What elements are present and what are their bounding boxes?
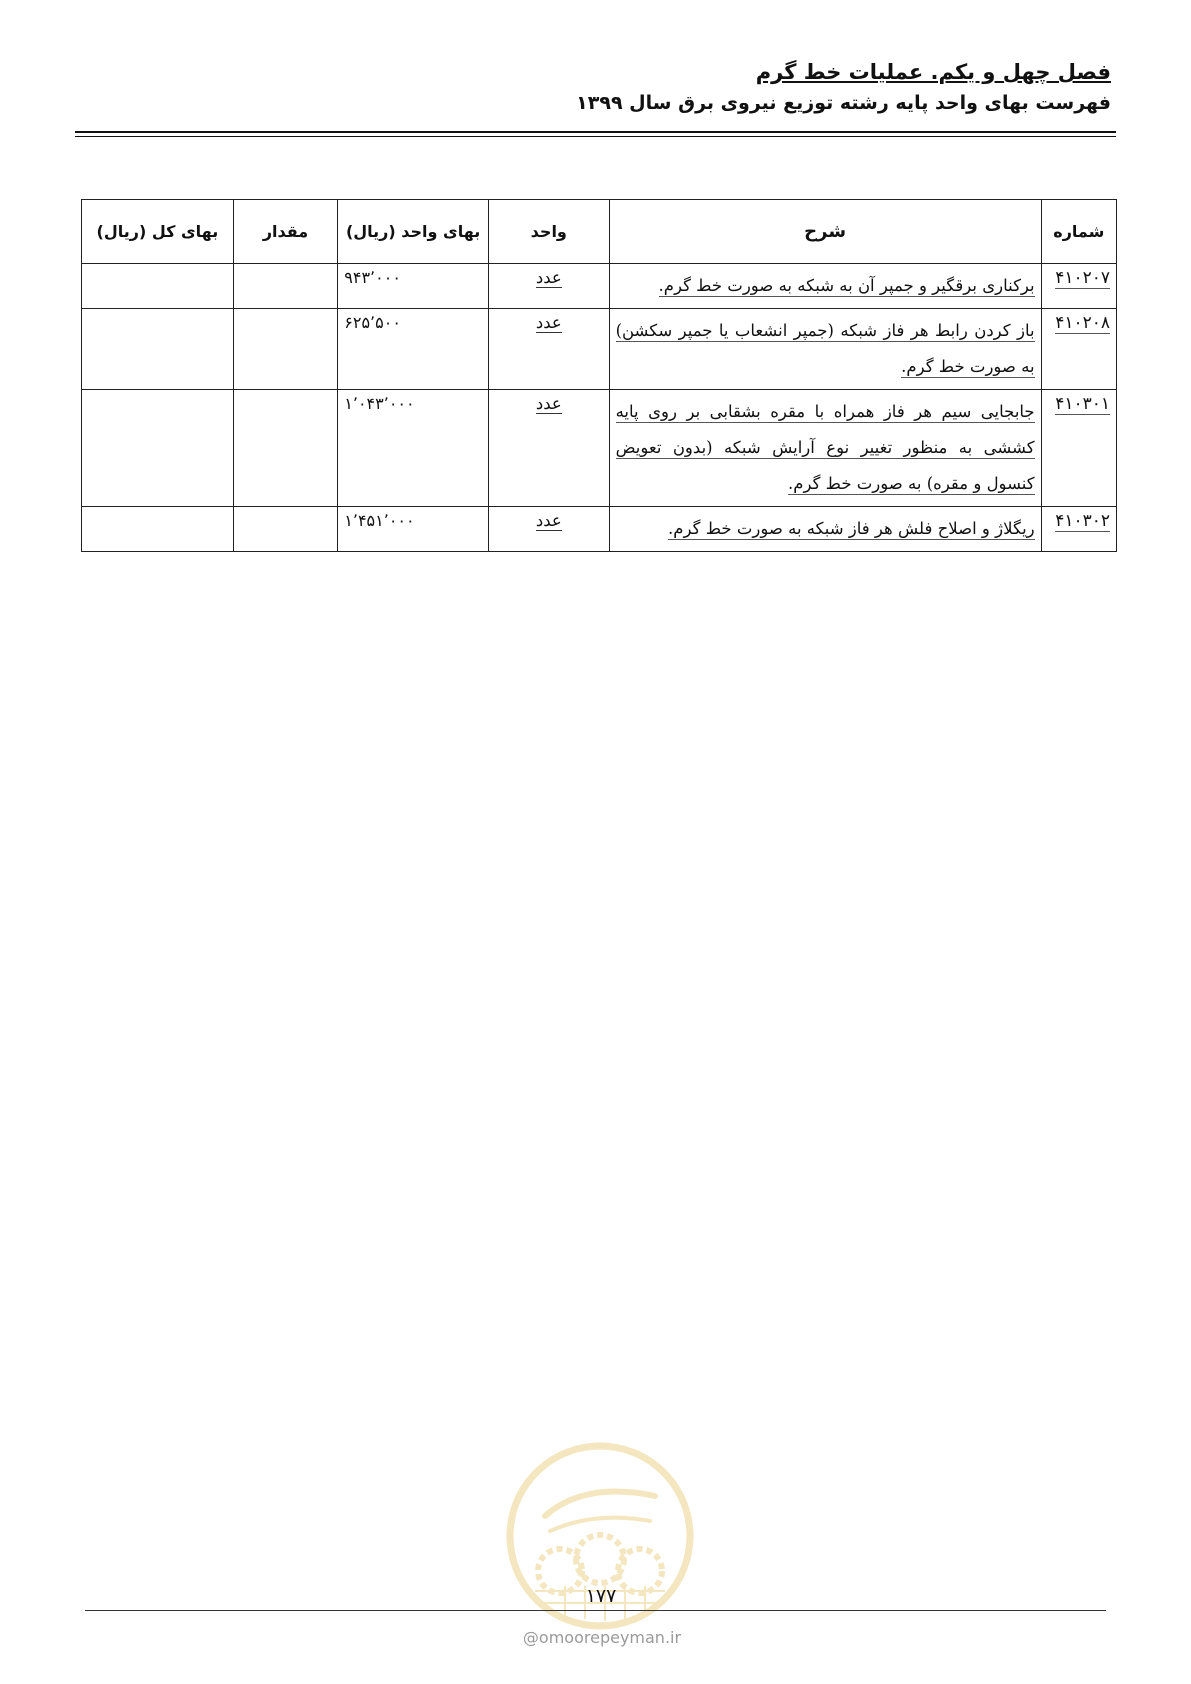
item-unit-price: ۹۴۳٬۰۰۰ [338, 264, 489, 309]
item-code: ۴۱۰۲۰۷ [1041, 264, 1116, 309]
item-unit-price: ۱٬۴۵۱٬۰۰۰ [338, 507, 489, 552]
item-unit-price: ۱٬۰۴۳٬۰۰۰ [338, 390, 489, 507]
item-total-price [82, 507, 234, 552]
table-header-row [82, 200, 1117, 264]
item-description: ریگلاژ و اصلاح فلش هر فاز شبکه به صورت خط گرم. [609, 507, 1041, 552]
item-unit-price: ۶۲۵٬۵۰۰ [338, 309, 489, 390]
price-list-table [81, 199, 1117, 552]
item-unit: عدد [488, 309, 609, 390]
column-header-quantity: مقدار [233, 200, 338, 264]
item-code: ۴۱۰۳۰۲ [1041, 507, 1116, 552]
item-code: ۴۱۰۳۰۱ [1041, 390, 1116, 507]
item-unit: عدد [488, 507, 609, 552]
item-total-price [82, 264, 234, 309]
header-rule-thin [75, 136, 1116, 137]
header-rule-thick [75, 131, 1116, 133]
table-row [82, 264, 1117, 309]
watermark-text: @omoorepeyman.ir [522, 1628, 682, 1647]
page-number: ۱۷۷ [585, 1585, 617, 1607]
footer-rule [85, 1610, 1106, 1611]
item-total-price [82, 390, 234, 507]
column-header-unit-price: بهای واحد (ریال) [338, 200, 489, 264]
item-unit: عدد [488, 390, 609, 507]
item-total-price [82, 309, 234, 390]
item-unit: عدد [488, 264, 609, 309]
column-header-code: شماره [1041, 200, 1116, 264]
item-quantity [233, 507, 338, 552]
item-description: جابجایی سیم هر فاز همراه با مقره بشقابی بر روی پایه کششی به منظور تغییر نوع آرایش شبکه (بدون تعویض کنسول و مقره) به صورت خط گرم. [609, 390, 1041, 507]
column-header-description: شرح [609, 200, 1041, 264]
item-quantity [233, 264, 338, 309]
item-description: برکناری برقگیر و جمپر آن به شبکه به صورت خط گرم. [609, 264, 1041, 309]
document-subtitle: فهرست بهای واحد پایه رشته توزیع نیروی برق سال ۱۳۹۹ [576, 92, 1111, 114]
table-row [82, 309, 1117, 390]
item-quantity [233, 309, 338, 390]
chapter-title: فصل چهل و یکم. عملیات خط گرم [755, 60, 1111, 84]
page-header [576, 56, 1111, 118]
table-row [82, 507, 1117, 552]
item-code: ۴۱۰۲۰۸ [1041, 309, 1116, 390]
table-row [82, 390, 1117, 507]
column-header-total-price: بهای کل (ریال) [82, 200, 234, 264]
column-header-unit: واحد [488, 200, 609, 264]
item-quantity [233, 390, 338, 507]
item-description: باز کردن رابط هر فاز شبکه (جمپر انشعاب یا جمپر سکشن) به صورت خط گرم. [609, 309, 1041, 390]
